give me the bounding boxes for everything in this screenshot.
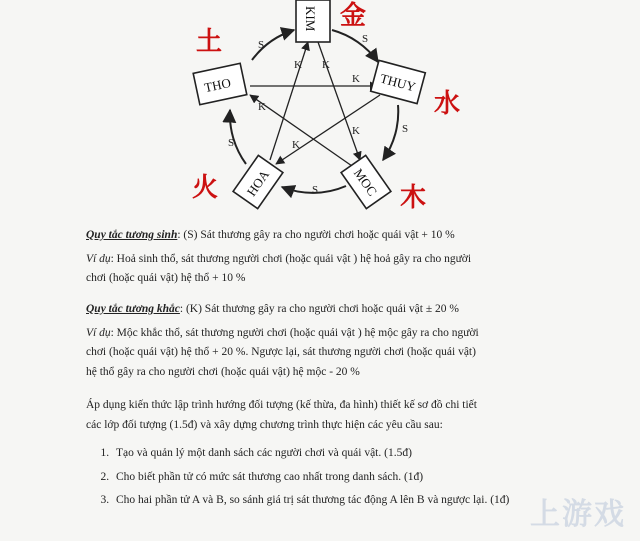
node-kim-label: KIM: [303, 6, 318, 32]
label-k-hoa-kim-low: K: [292, 139, 300, 151]
label-s-kim-thuy: S: [362, 33, 369, 45]
label-s-hoa-tho: S: [228, 137, 235, 149]
rule-sinh: [86, 226, 626, 289]
node-hoa: [233, 155, 283, 208]
intro-paragraph: [86, 396, 626, 435]
khac-line-thuy-hoa: [276, 95, 380, 164]
label-k-hoa-kim: K: [294, 59, 302, 71]
node-thuy-label: THUY: [378, 70, 418, 95]
requirement-item: 2. Cho biết phần tử có mức sát thương cao nhất trong danh sách. (1đ): [112, 468, 550, 488]
requirements-list: [90, 444, 550, 511]
label-s-thuy-moc: S: [402, 123, 409, 135]
rule-sinh-example-line2: chơi (hoặc quái vật) hệ thổ + 10 %: [86, 272, 246, 285]
requirement-item: 1. Tạo và quản lý một danh sách các người chơi và quái vật. (1.5đ): [112, 444, 550, 464]
char-hoa: 火: [192, 173, 219, 203]
char-moc: 木: [400, 183, 427, 213]
five-elements-diagram: [0, 0, 640, 215]
intro-line2: các lớp đối tượng (1.5đ) và xây dựng chương trình thực hiện các yêu cầu sau:: [86, 418, 443, 431]
sinh-arc-thuy-moc: [383, 105, 398, 160]
label-s-tho-kim: S: [258, 39, 265, 51]
rule-sinh-title: Quy tắc tương sinh: [86, 229, 178, 241]
char-kim: 金: [340, 1, 367, 31]
node-moc-label: MOC: [350, 165, 381, 199]
intro-line1: Áp dụng kiến thức lập trình hướng đối tượng (kế thừa, đa hình) thiết kế sơ đồ chi tiết: [86, 399, 477, 411]
rule-sinh-text: : (S) Sát thương gây ra cho người chơi hoặc quái vật + 10 %: [177, 229, 455, 241]
rule-khac-example-line2: chơi (hoặc quái vật) hệ thổ + 20 %. Ngược lại, sát thương người chơi (hoặc quái vật): [86, 346, 476, 359]
rule-sinh-example-label: Ví dụ: [86, 252, 111, 265]
node-tho-label: THO: [202, 74, 233, 96]
label-k-kim-moc: K: [322, 59, 330, 71]
char-thuy: 水: [434, 89, 461, 119]
char-tho: 土: [196, 27, 223, 57]
rule-khac-example-line3: hệ thổ gây ra cho người chơi (hoặc quái vật) hệ mộc - 20 %: [86, 365, 360, 378]
label-s-moc-hoa: S: [312, 184, 319, 196]
label-k-tho-thuy: K: [352, 73, 360, 85]
requirements: [90, 444, 550, 515]
node-tho: [193, 63, 247, 104]
label-k-thuy-hoa: K: [352, 125, 360, 137]
rule-khac-example-label: Ví dụ: [86, 326, 111, 339]
rule-khac-example-line1: : Mộc khắc thổ, sát thương người chơi (hoặc quái vật ) hệ mộc gây ra cho người: [110, 326, 479, 339]
rule-sinh-example-line1: : Hoả sinh thổ, sát thương người chơi (hoặc quái vật ) hệ hoả gây ra cho người: [110, 252, 472, 265]
requirement-item: 3. Cho hai phần tử A và B, so sánh giá trị sát thương tác động A lên B và ngược lại. (1đ): [112, 491, 550, 511]
rule-khac-title: Quy tắc tương khắc: [86, 303, 180, 315]
khac-line-hoa-kim: [270, 42, 308, 160]
node-hoa-label: HOA: [243, 167, 273, 199]
node-kim: [296, 0, 330, 42]
node-thuy: [371, 60, 426, 103]
rule-khac-text: : (K) Sát thương gây ra cho người chơi hoặc quái vật ± 20 %: [179, 303, 459, 315]
watermark-logo: 上游戏: [530, 497, 626, 532]
label-k-moc-tho: K: [258, 101, 266, 113]
sinh-arc-kim-thuy: [332, 30, 378, 62]
rule-khac: [86, 300, 626, 382]
